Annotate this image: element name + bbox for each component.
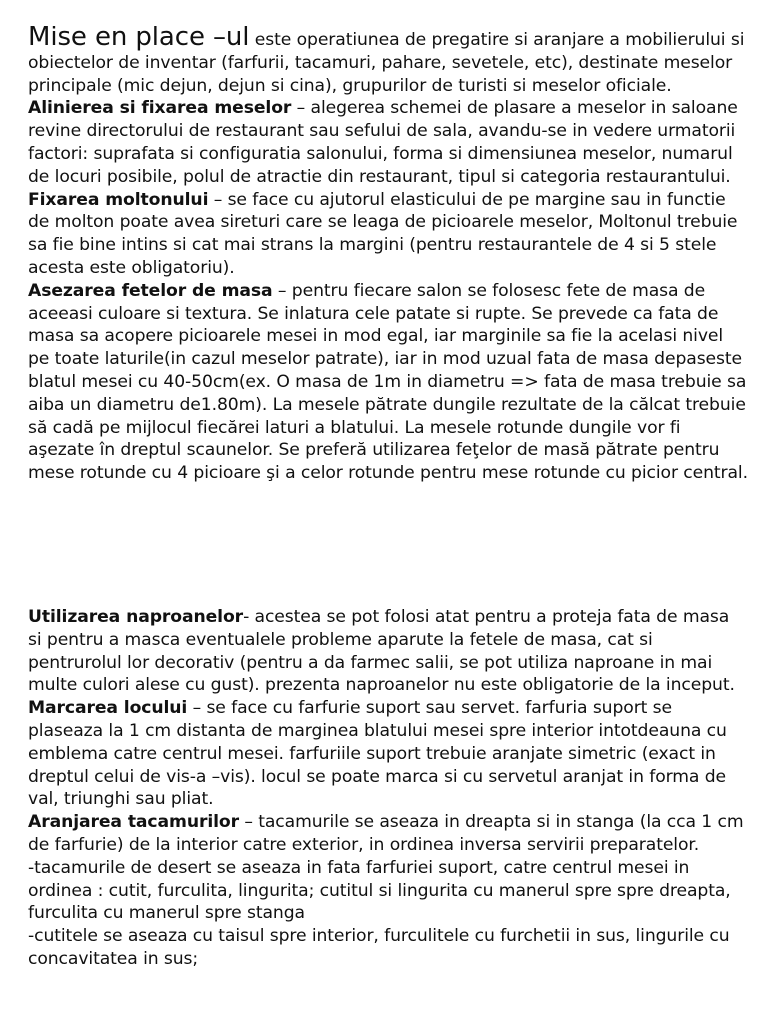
text-block-top	[28, 26, 748, 575]
body-molton: – se face cu ajutorul elasticului de pe margine sau in functie de molton poate avea sireturi care se leaga de picioarele meselor, Moltonul trebuie sa fie bine intins si cat mai strans la margini (pentru restaurantele de 4 si 5 stele acesta este obligatoriu).	[28, 189, 738, 278]
paragraph-tacamuri	[28, 811, 748, 857]
paragraph-marcare-loc	[28, 697, 748, 811]
paragraph-aliniere	[28, 97, 748, 188]
paragraph-desert: -tacamurile de desert se aseaza in fata farfuriei suport, catre centrul mesei in ordinea : cutit, furculita, lingurita; cutitul si lingurita cu manerul spre spre dreapta, furculita cu manerul spre stanga	[28, 857, 731, 924]
paragraph-molton	[28, 189, 748, 280]
intro-paragraph	[28, 26, 748, 97]
heading-aliniere: Alinierea si fixarea meselor	[28, 98, 292, 119]
heading-molton: Fixarea moltonului	[28, 189, 209, 210]
page-title: Mise en place –ul	[28, 26, 250, 52]
heading-tacamuri: Aranjarea tacamurilor	[28, 812, 240, 833]
body-naproane: - acestea se pot folosi atat pentru a proteja fata de masa si pentru a masca eventualele probleme aparute la fetele de masa, cat si pentrurolul lor decorativ (pentru a da farmec salii, se pot utiliza naproane in mai multe culori alese cu gust). prezenta naproanelor nu este obligatorie de la inceput.	[28, 607, 735, 696]
body-marcare-loc: – se face cu farfurie suport sau servet. farfuria suport se plaseaza la 1 cm distanta de marginea blatului mesei spre interior intotdeauna cu emblema catre centrul mesei. farfuriile suport trebuie aranjate simetric (exact in dreptul celui de vis-a –vis). locul se poate marca si cu servetul aranjat in forma de val, triunghi sau pliat.	[28, 698, 727, 810]
body-fete-masa: – pentru fiecare salon se folosesc fete de masa de aceeasi culoare si textura. Se inlatura cele patate si rupte. Se prevede ca fata de masa sa acopere picioarele mesei in mod egal, iar marginile sa fie la acelasi nivel pe toate laturile(in cazul meselor patrate), iar in mod uzual fata de masa depaseste blatul mesei cu 40-50cm(ex. O masa de 1m in diametru => fata de masa trebuie sa aiba un diametru de1.80m). La mesele pătrate dungile rezultate de la călcat trebuie să cadă pe mijlocul fiecărei laturi a blatului. La mesele rotunde dungile vor fi aşezate în dreptul scaunelor. Se preferă utilizarea feţelor de masă pătrate pentru mese rotunde cu 4 picioare şi a celor rotunde pentru mese rotunde cu picior central.	[28, 280, 748, 484]
paragraph-cutite: -cutitele se aseaza cu taisul spre interior, furculitele cu furchetii in sus, lingurile cu concavitatea in sus;	[28, 926, 730, 969]
heading-naproane: Utilizarea naproanelor	[28, 607, 244, 627]
paragraph-fete-masa	[28, 280, 748, 485]
text-block-bottom	[28, 606, 748, 971]
body-aliniere: – alegerea schemei de plasare a meselor in saloane revine directorului de restaurant sau sefului de sala, avandu-se in vedere urmatorii factori: suprafata si configuratia salonului, forma si dimensiunea meselor, numarul de locuri posibile, polul de atractie din restaurant, tipul si categoria restaurantului.	[28, 98, 738, 187]
paragraph-naproane	[28, 606, 748, 697]
body-tacamuri: – tacamurile se aseaza in dreapta si in stanga (la cca 1 cm de farfurie) de la interior catre exterior, in ordinea inversa servirii preparatelor.	[28, 812, 744, 855]
intro-text: este operatiunea de pregatire si aranjare a mobilierului si obiectelor de inventar (farfurii, tacamuri, pahare, sevetele, etc), destinate meselor principale (mic dejun, dejun si cina), grupurilor de turisti si meselor oficiale.	[28, 30, 745, 96]
heading-marcare-loc: Marcarea locului	[28, 698, 188, 719]
heading-fete-masa: Asezarea fetelor de masa	[28, 280, 273, 301]
